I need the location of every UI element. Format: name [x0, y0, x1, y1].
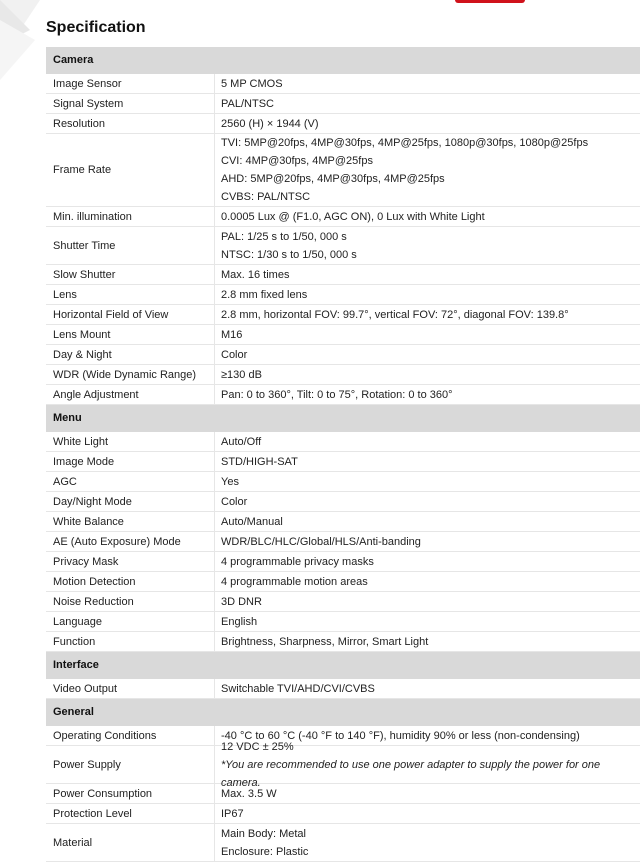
spec-key: Frame Rate: [46, 134, 215, 206]
table-row: [46, 824, 640, 862]
spec-key: Lens: [46, 285, 215, 304]
table-row: [46, 572, 640, 592]
spec-value: Max. 3.5 W: [221, 787, 277, 800]
spec-key: Signal System: [46, 94, 215, 113]
spec-value: Main Body: Metal: [221, 827, 306, 840]
spec-key: Motion Detection: [46, 572, 215, 591]
spec-value: M16: [221, 328, 243, 341]
spec-value: 0.0005 Lux @ (F1.0, AGC ON), 0 Lux with White Light: [221, 210, 485, 223]
spec-value: IP67: [221, 807, 244, 820]
spec-key: Function: [46, 632, 215, 651]
spec-key: Image Sensor: [46, 74, 215, 93]
spec-key: Day/Night Mode: [46, 492, 215, 511]
spec-value: STD/HIGH-SAT: [221, 455, 298, 468]
spec-value: Auto/Manual: [221, 515, 283, 528]
table-row: [46, 325, 640, 345]
spec-value: 4 programmable privacy masks: [221, 555, 374, 568]
spec-value: AHD: 5MP@20fps, 4MP@30fps, 4MP@25fps: [221, 173, 445, 185]
spec-key: Power Supply: [46, 746, 215, 783]
table-row: [46, 207, 640, 227]
spec-key: Language: [46, 612, 215, 631]
spec-value: Max. 16 times: [221, 268, 290, 281]
spec-value: Color: [221, 348, 248, 361]
table-row: [46, 612, 640, 632]
table-row: [46, 385, 640, 405]
spec-key: Operating Conditions: [46, 726, 215, 745]
spec-key: WDR (Wide Dynamic Range): [46, 365, 215, 384]
table-row: [46, 532, 640, 552]
spec-value: WDR/BLC/HLC/Global/HLS/Anti-banding: [221, 535, 421, 548]
table-row: [46, 492, 640, 512]
table-row: [46, 365, 640, 385]
spec-key: Image Mode: [46, 452, 215, 471]
table-row: [46, 472, 640, 492]
spec-key: Noise Reduction: [46, 592, 215, 611]
table-row: [46, 94, 640, 114]
table-row: [46, 804, 640, 824]
spec-key: White Light: [46, 432, 215, 451]
table-row: [46, 74, 640, 94]
spec-value: 4 programmable motion areas: [221, 575, 368, 588]
table-row: [46, 452, 640, 472]
spec-value: Pan: 0 to 360°, Tilt: 0 to 75°, Rotation: 0 to 360°: [221, 388, 453, 401]
spec-key: Angle Adjustment: [46, 385, 215, 404]
section-header-camera: Camera: [46, 47, 640, 74]
table-row: [46, 592, 640, 612]
spec-value: 2560 (H) × 1944 (V): [221, 117, 319, 130]
spec-key: AGC: [46, 472, 215, 491]
page-title: Specification: [46, 19, 146, 36]
specification-table: [46, 47, 640, 862]
spec-value: Enclosure: Plastic: [221, 845, 309, 858]
table-row: [46, 345, 640, 365]
header-accent-bar: [455, 0, 525, 3]
spec-key: Lens Mount: [46, 325, 215, 344]
spec-value: 5 MP CMOS: [221, 77, 283, 90]
spec-value: NTSC: 1/30 s to 1/50, 000 s: [221, 248, 357, 261]
spec-value: Auto/Off: [221, 435, 262, 448]
spec-key: Material: [46, 824, 215, 861]
spec-key: Resolution: [46, 114, 215, 133]
spec-key: Protection Level: [46, 804, 215, 823]
spec-value: Brightness, Sharpness, Mirror, Smart Light: [221, 635, 429, 648]
spec-value: 2.8 mm fixed lens: [221, 288, 308, 301]
spec-value: -40 °C to 60 °C (-40 °F to 140 °F), humidity 90% or less (non-condensing): [221, 729, 580, 742]
table-row: [46, 305, 640, 325]
spec-note: *You are recommended to use one power adapter to supply the power for one camera.: [221, 758, 601, 789]
spec-value: ≥130 dB: [221, 368, 262, 381]
table-row: [46, 285, 640, 305]
spec-value: CVBS: PAL/NTSC: [221, 191, 311, 203]
spec-key: Horizontal Field of View: [46, 305, 215, 324]
table-row: [46, 265, 640, 285]
table-row: [46, 632, 640, 652]
spec-value: 2.8 mm, horizontal FOV: 99.7°, vertical FOV: 72°, diagonal FOV: 139.8°: [221, 308, 569, 321]
spec-value: PAL: 1/25 s to 1/50, 000 s: [221, 230, 347, 243]
spec-value: Color: [221, 495, 248, 508]
table-row: [46, 784, 640, 804]
spec-value: Yes: [221, 475, 239, 488]
spec-value: Switchable TVI/AHD/CVI/CVBS: [221, 682, 375, 695]
table-row: [46, 432, 640, 452]
table-row: [46, 114, 640, 134]
spec-key: Slow Shutter: [46, 265, 215, 284]
spec-key: White Balance: [46, 512, 215, 531]
table-row: [46, 134, 640, 207]
spec-value: 3D DNR: [221, 595, 262, 608]
section-header-menu: Menu: [46, 405, 640, 432]
section-header-general: General: [46, 699, 640, 726]
spec-key: Day & Night: [46, 345, 215, 364]
spec-key: Power Consumption: [46, 784, 215, 803]
table-row: [46, 679, 640, 699]
spec-key: Privacy Mask: [46, 552, 215, 571]
spec-value: TVI: 5MP@20fps, 4MP@30fps, 4MP@25fps, 1080p@30fps, 1080p@25fps: [221, 137, 589, 149]
spec-value: 12 VDC ± 25%: [221, 740, 294, 753]
spec-key: Shutter Time: [46, 227, 215, 264]
spec-value: PAL/NTSC: [221, 97, 274, 110]
table-row: [46, 227, 640, 265]
table-row: [46, 512, 640, 532]
spec-key: Video Output: [46, 679, 215, 698]
spec-key: AE (Auto Exposure) Mode: [46, 532, 215, 551]
spec-value: English: [221, 615, 258, 628]
spec-key: Min. illumination: [46, 207, 215, 226]
spec-value: CVI: 4MP@30fps, 4MP@25fps: [221, 155, 373, 167]
table-row: [46, 552, 640, 572]
section-header-interface: Interface: [46, 652, 640, 679]
table-row: [46, 740, 640, 789]
